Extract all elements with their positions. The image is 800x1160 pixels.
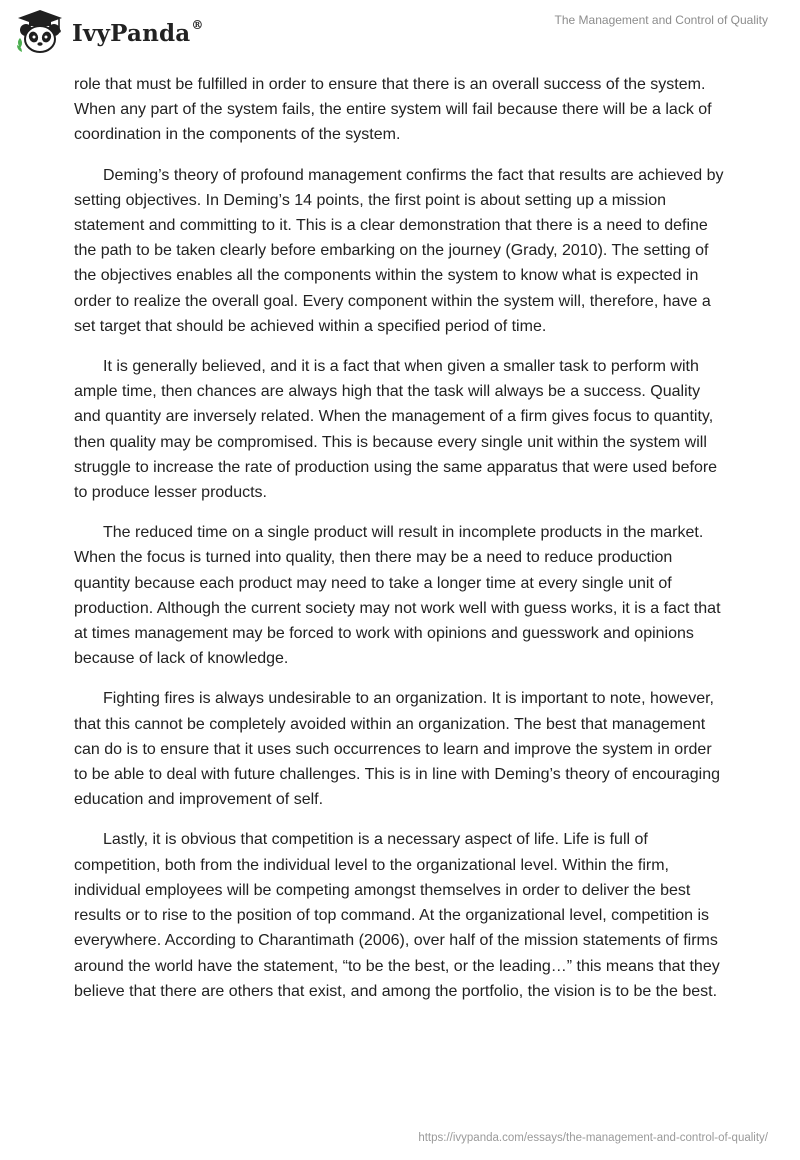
brand-name: [72, 17, 204, 47]
paragraph: It is generally believed, and it is a fact that when given a smaller task to perform with ample time, then chances are always high that the task will always be a success. Quality and quantity are inversely related. When the management of a firm gives focus to quantity, then quality may be compromised. This is because every single unit within the system will struggle to increase the rate of production using the same apparatus that were used before to produce lesser products.: [74, 358, 718, 502]
brand-text: IvyPanda: [72, 19, 191, 47]
page-header: [0, 0, 800, 66]
paragraph: Fighting fires is always undesirable to an organization. It is important to note, however, that this cannot be completely avoided within an organization. The best that management can do is to ensure that it uses such occurrences to learn and improve the system in order to be able to deal with future challenges. This is in line with Deming’s theory of encouraging education and improvement of self.: [74, 690, 721, 809]
essay-body: [74, 72, 726, 1019]
document-title: The Management and Control of Quality: [554, 13, 768, 27]
registered-mark: ®: [191, 17, 204, 32]
panda-graduate-icon: [14, 8, 66, 56]
paragraph: role that must be fulfilled in order to ensure that there is an overall success of the system. When any part of the system fails, the entire system will fail because there will be a lack of coordination in the components of the system.: [74, 76, 712, 144]
paragraph: The reduced time on a single product will result in incomplete products in the market. When the focus is turned into quality, then there may be a need to reduce production quantity because each product may need to take a longer time at every single unit of production. Although the current society may not work well with guess works, it is a fact that at times management may be forced to work with opinions and guesswork and opinions because of lack of knowledge.: [74, 524, 721, 668]
source-url[interactable]: https://ivypanda.com/essays/the-management-and-control-of-quality/: [418, 1132, 768, 1144]
paragraph: Deming’s theory of profound management confirms the fact that results are achieved by setting objectives. In Deming’s 14 points, the first point is about setting up a mission statement and committing to it. This is a clear demonstration that there is a need to define the path to be taken clearly before embarking on the journey (Grady, 2010). The setting of the objectives enables all the components within the system to know what is expected in order to realize the overall goal. Every component within the system will, therefore, have a set target that should be achieved within a specified period of time.: [74, 166, 724, 335]
paragraph: Lastly, it is obvious that competition is a necessary aspect of life. Life is full of competition, both from the individual level to the organizational level. Within the firm, individual employees will be competing amongst themselves in order to deliver the best results or to rise to the position of top command. At the organizational level, competition is everywhere. According to Charantimath (2006), over half of the mission statements of firms around the world have the statement, “to be the best, or the leading…” this means that they believe that there are others that exist, and among the portfolio, the vision is to be the best.: [74, 831, 720, 1000]
ivypanda-logo[interactable]: [14, 8, 204, 56]
